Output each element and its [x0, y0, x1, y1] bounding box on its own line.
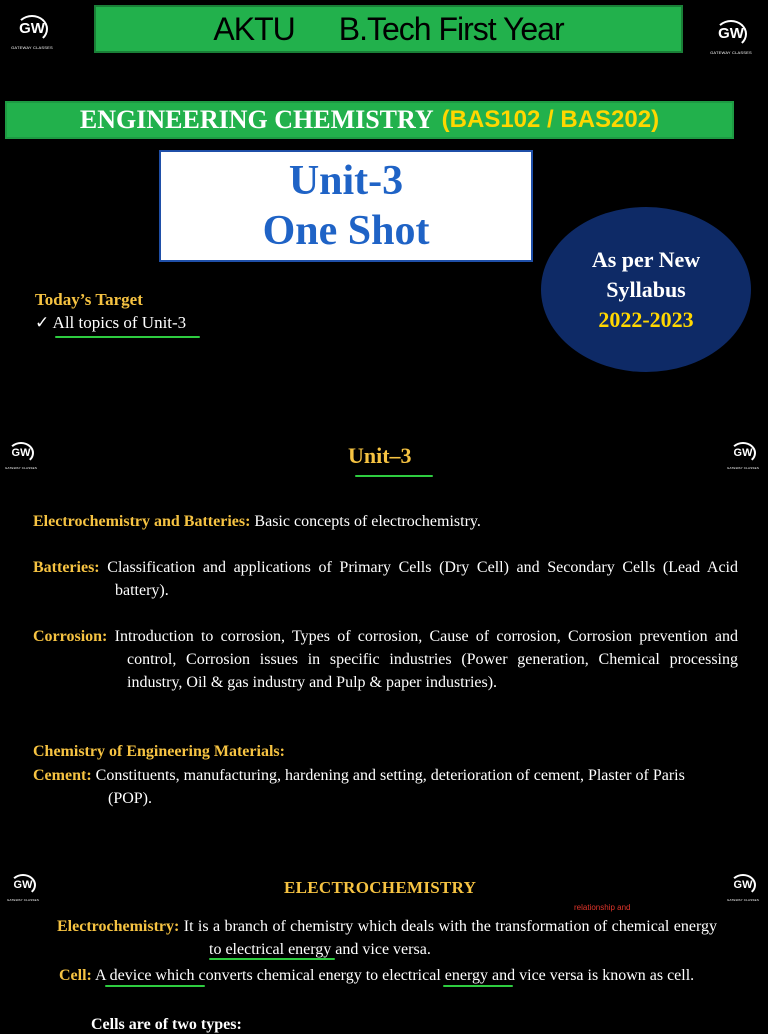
course-banner: [94, 5, 683, 53]
todays-target-item: ✓ All topics of Unit-3: [35, 313, 187, 332]
banner-course: B.Tech First Year: [338, 10, 564, 47]
definition-text: It is a branch of chemistry which deals with the transformation of chemical energy to electrical energy and vice versa.: [183, 918, 717, 958]
definition-electrochemistry: [57, 915, 717, 961]
definition-label: Electrochemistry:: [57, 918, 180, 935]
gw-mark: GW: [730, 874, 756, 896]
section-label: Corrosion:: [33, 628, 108, 645]
section-label: Batteries:: [33, 559, 100, 576]
gateway-logo-top-left: [12, 12, 52, 52]
gw-sub: GATEWAY CLASSES: [4, 466, 38, 470]
definition-cell: [59, 964, 719, 987]
syllabus-line1: As per New: [591, 246, 701, 272]
section-label: Electrochemistry and Batteries:: [33, 513, 251, 530]
banner-university: AKTU: [213, 10, 295, 47]
gw-sub: GATEWAY CLASSES: [11, 44, 53, 50]
section-text: Constituents, manufacturing, hardening and setting, deterioration of cement, Plaster of Paris (POP).: [95, 767, 685, 807]
syllabus-year: 2022-2023: [598, 306, 694, 332]
syllabus-badge: [541, 207, 751, 372]
gw-sub: GATEWAY CLASSES: [710, 49, 752, 55]
gw-sub: GATEWAY CLASSES: [6, 898, 40, 902]
unit-heading: Unit–3: [348, 443, 412, 468]
gw-sub: GATEWAY CLASSES: [726, 898, 760, 902]
subject-code: (BAS102 / BAS202): [441, 106, 660, 133]
section-text: Classification and applications of Primary Cells (Dry Cell) and Secondary Cells (Lead Acid battery).: [107, 559, 739, 599]
gateway-logo-left: [8, 872, 38, 904]
unit-title-line1: Unit-3: [288, 158, 404, 204]
gateway-logo-left: [6, 440, 36, 472]
section-electrochemistry: [33, 510, 738, 533]
subject-banner: [5, 101, 734, 139]
section-label: Cement:: [33, 767, 92, 784]
section-engineering-materials: [33, 740, 738, 763]
syllabus-line2: Syllabus: [606, 276, 686, 302]
gateway-logo-right: [728, 872, 758, 904]
section-label: Chemistry of Engineering Materials:: [33, 743, 285, 760]
cells-types-line: Cells are of two types:: [91, 1016, 242, 1033]
section-corrosion: [33, 625, 738, 694]
green-underline: [355, 475, 433, 477]
gw-mark: GW: [16, 15, 48, 43]
section-text: Introduction to corrosion, Types of corrosion, Cause of corrosion, Corrosion prevention and control, Corrosion issues in specific industries (Power generation, Chemical processing industry, Oil & gas industry and Pulp & paper industries).: [114, 628, 738, 691]
subject-name: ENGINEERING CHEMISTRY: [79, 105, 434, 134]
handwritten-annotation: relationship and: [574, 903, 631, 912]
definition-label: Cell:: [59, 967, 92, 984]
gateway-logo-top-right: [711, 17, 751, 57]
green-underline: [55, 336, 200, 338]
gw-mark: GW: [715, 20, 747, 48]
gateway-logo-right: [728, 440, 758, 472]
electrochemistry-heading: ELECTROCHEMISTRY: [284, 878, 477, 897]
unit-title-box: [159, 150, 533, 262]
unit-title-line2: One Shot: [262, 208, 430, 254]
green-underline: [209, 958, 335, 960]
gw-sub: GATEWAY CLASSES: [726, 466, 760, 470]
section-cement: [33, 764, 708, 810]
green-underline: [105, 985, 205, 987]
todays-target-title: Today’s Target: [35, 290, 143, 309]
gw-mark: GW: [730, 442, 756, 464]
definition-text: A device which converts chemical energy to electrical energy and vice versa is known as cell.: [95, 967, 695, 984]
section-batteries: [33, 556, 738, 602]
green-underline: [443, 985, 513, 987]
gw-mark: GW: [8, 442, 34, 464]
section-text: Basic concepts of electrochemistry.: [254, 513, 481, 530]
gw-mark: GW: [10, 874, 36, 896]
